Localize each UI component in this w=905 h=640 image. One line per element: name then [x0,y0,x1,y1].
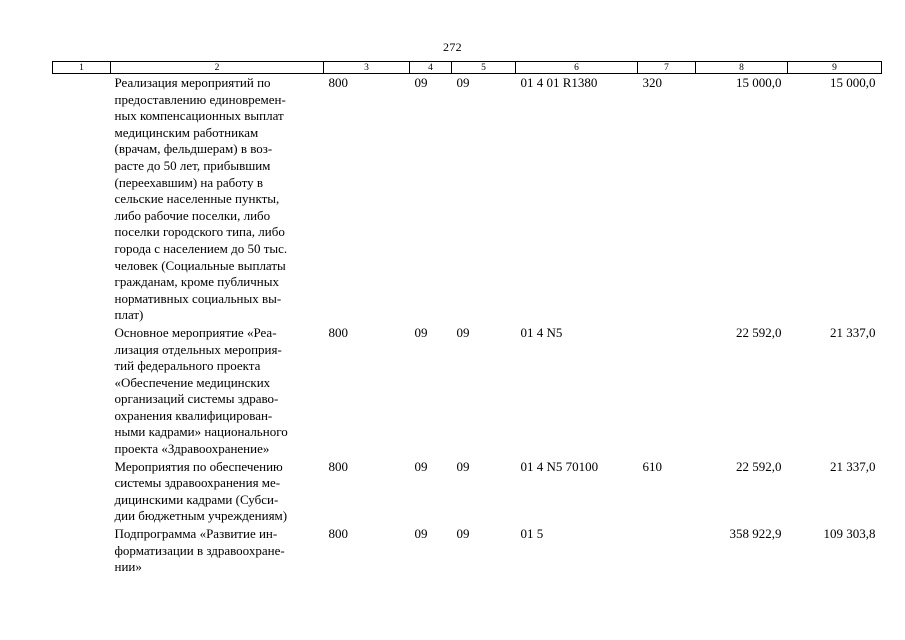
ministry-code: 800 [328,526,348,542]
column-number-row [53,62,882,74]
expense-name: Подпрограмма «Развитие ин- форматизации в здравоохране- нии» [114,526,285,575]
ministry-code: 800 [328,324,348,340]
table-row [53,458,882,525]
column-header: 7 [638,62,696,74]
table-row [53,74,882,324]
column-header: 6 [516,62,638,74]
column-header: 8 [696,62,788,74]
amount-year-1: 358 922,9 [729,526,782,542]
amount-year-1: 22 592,0 [736,324,782,340]
expense-type-code [638,324,696,458]
amount-year-2: 21 337,0 [830,324,876,340]
row-index-cell [53,324,111,458]
budget-table [52,61,882,576]
expense-type-code: 610 [642,458,662,474]
subsection-code: 09 [456,324,470,340]
expense-type-code: 320 [642,75,662,90]
subsection-code: 09 [456,75,470,90]
page-number: 272 [443,40,462,54]
amount-year-1: 22 592,0 [736,458,782,474]
subsection-code: 09 [456,526,470,542]
ministry-code: 800 [328,75,348,90]
expense-name: Мероприятия по обеспечению системы здравоохранения ме- дицинскими кадрами (Субси- дии бюджетным учреждениям) [114,458,288,524]
row-index-cell [53,74,111,324]
column-header: 2 [111,62,324,74]
target-item-code: 01 4 N5 70100 [520,458,599,474]
target-item-code: 01 4 01 R1380 [520,75,598,90]
target-item-code: 01 5 [520,526,544,542]
column-header: 9 [788,62,882,74]
section-code: 09 [414,458,428,474]
row-index-cell [53,525,111,576]
amount-year-2: 109 303,8 [823,526,876,542]
column-header: 1 [53,62,111,74]
row-index-cell [53,458,111,525]
section-code: 09 [414,75,428,90]
table-row [53,324,882,458]
table-row [53,525,882,576]
amount-year-2: 15 000,0 [830,75,876,90]
amount-year-1: 15 000,0 [736,75,782,90]
expense-name: Реализация мероприятий по предоставлению единовремен- ных компенсационных выплат медицинским работникам (врачам, фельдшерам) в воз- расте до 50 лет, прибывшим (переехавшим) на работу в сельские населенные пункты, либо рабочие поселки, либо поселки городского типа, либо города с населением до 50 тыс. человек (Социальные выплаты гражданам, кроме публичных нормативных социальных вы- плат) [114,75,288,323]
column-header: 4 [410,62,452,74]
ministry-code: 800 [328,458,348,474]
expense-name: Основное мероприятие «Реа- лизация отдельных мероприя- тий федерального проекта «Обеспечение медицинских организаций системы здраво- охранения квалифицирован- ными кадрами» национального проекта «Здравоохранение» [114,324,288,457]
amount-year-2: 21 337,0 [830,458,876,474]
target-item-code: 01 4 N5 [520,324,563,340]
section-code: 09 [414,526,428,542]
subsection-code: 09 [456,458,470,474]
expense-type-code [638,525,696,576]
column-header: 3 [324,62,410,74]
column-header: 5 [452,62,516,74]
section-code: 09 [414,324,428,340]
